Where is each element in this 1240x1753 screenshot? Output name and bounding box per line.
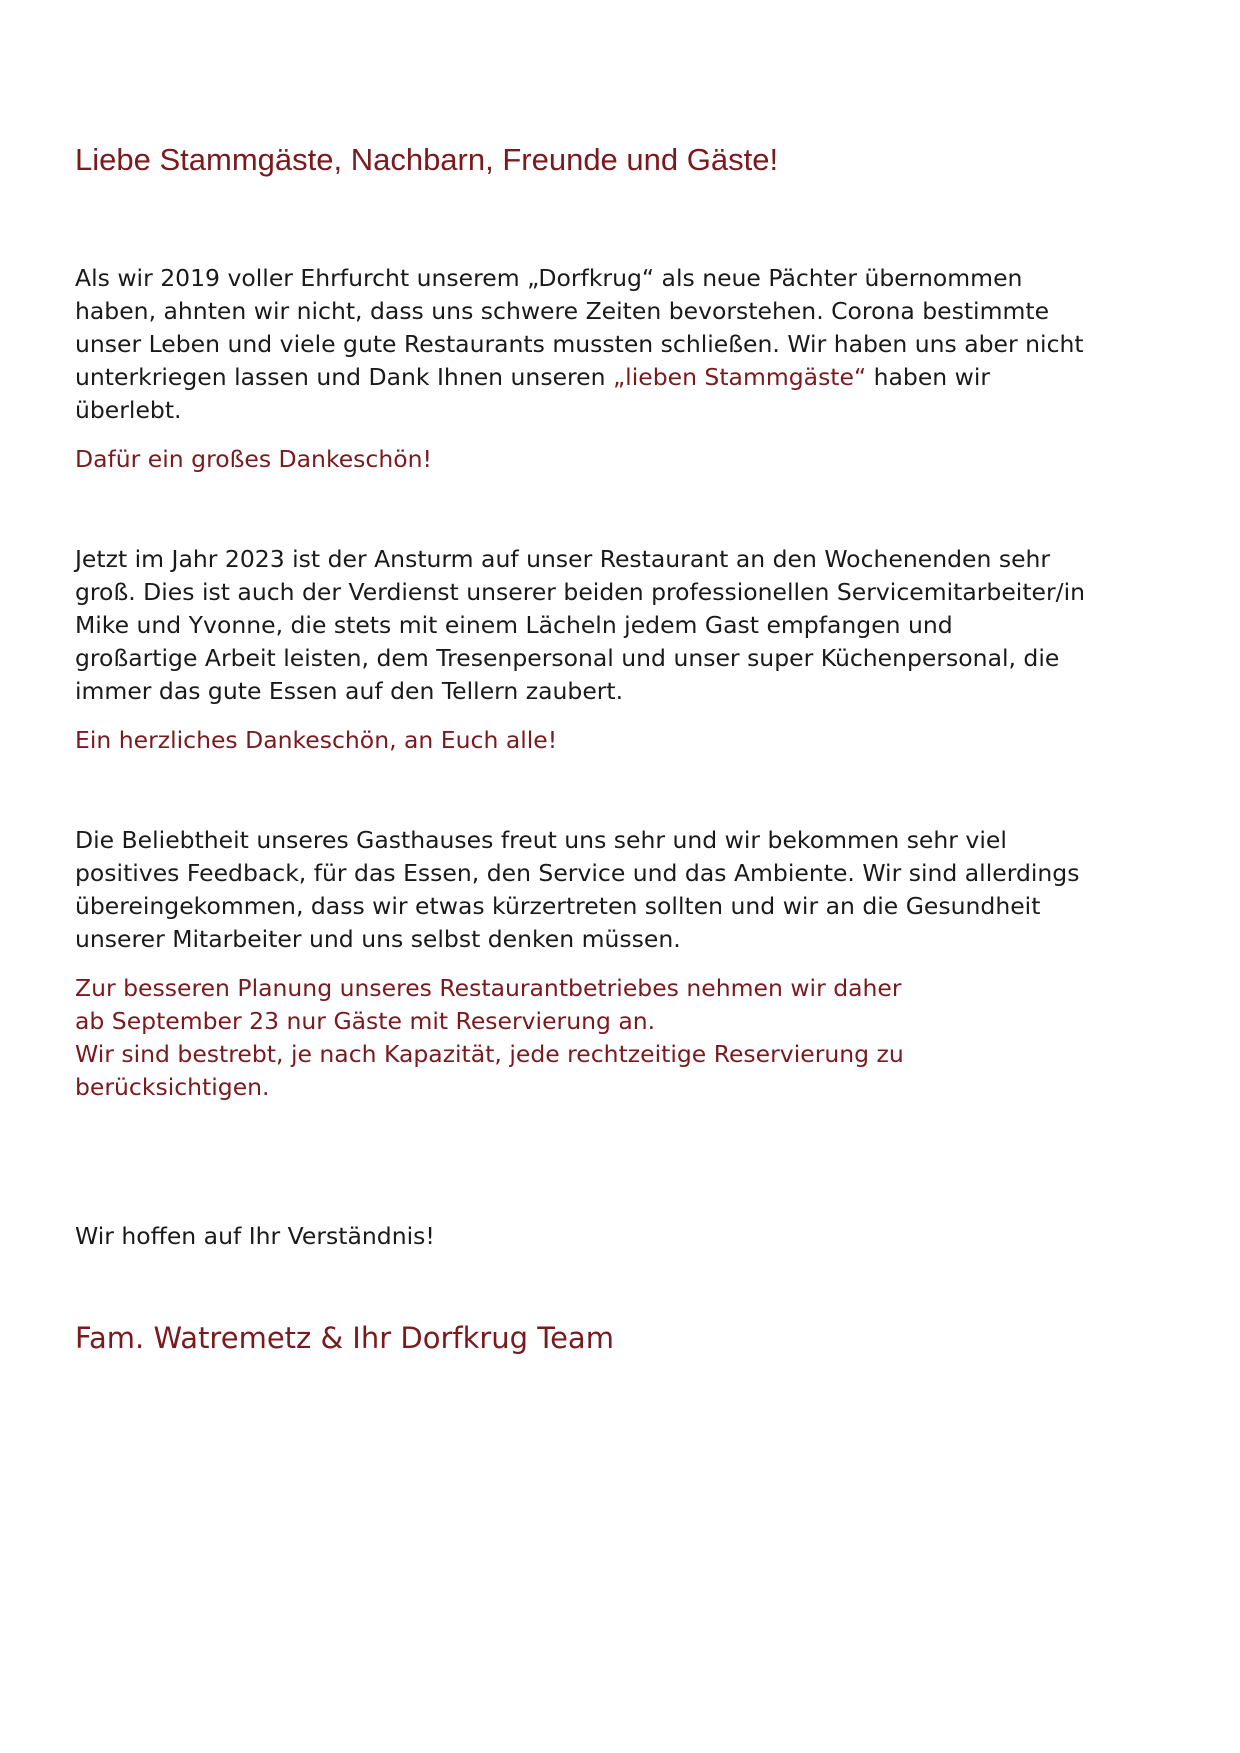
paragraph-line: positives Feedback, für das Essen, den Service und das Ambiente. Wir sind allerdings xyxy=(75,859,1080,887)
notice-line: Zur besseren Planung unseres Restaurantbetriebes nehmen wir daher xyxy=(75,974,902,1002)
paragraph-line: übereingekommen, dass wir etwas kürzertreten sollten und wir an die Gesundheit xyxy=(75,892,1041,920)
highlight-stammgaeste: „lieben Stammgäste“ xyxy=(613,363,867,391)
thanks-message-2 xyxy=(75,724,1185,757)
paragraph-line: unserer Mitarbeiter und uns selbst denken müssen. xyxy=(75,925,681,953)
thanks-text: Ein herzliches Dankeschön, an Euch alle! xyxy=(75,726,558,754)
paragraph-line: immer das gute Essen auf den Tellern zaubert. xyxy=(75,677,624,705)
paragraph-line: Als wir 2019 voller Ehrfurcht unserem „Dorfkrug“ als neue Pächter übernommen xyxy=(75,264,1023,292)
paragraph-line xyxy=(75,361,1185,394)
paragraph-intro xyxy=(75,262,1185,427)
paragraph-line: Mike und Yvonne, die stets mit einem Lächeln jedem Gast empfangen und xyxy=(75,611,953,639)
paragraph-text: haben wir xyxy=(866,363,991,391)
paragraph-line: überlebt. xyxy=(75,396,182,424)
signature: Fam. Watremetz & Ihr Dorfkrug Team xyxy=(75,1321,614,1355)
closing-line xyxy=(75,1220,1185,1253)
notice-line: berücksichtigen. xyxy=(75,1073,270,1101)
paragraph-line: großartige Arbeit leisten, dem Tresenpersonal und unser super Küchenpersonal, die xyxy=(75,644,1060,672)
paragraph-line: unser Leben und viele gute Restaurants mussten schließen. Wir haben uns aber nicht xyxy=(75,330,1084,358)
thanks-text: Dafür ein großes Dankeschön! xyxy=(75,445,432,473)
paragraph-staff xyxy=(75,543,1185,708)
closing-text: Wir hoffen auf Ihr Verständnis! xyxy=(75,1222,435,1250)
notice-line: ab September 23 nur Gäste mit Reservierung an. xyxy=(75,1007,656,1035)
reservation-notice xyxy=(75,972,1185,1104)
paragraph-line: haben, ahnten wir nicht, dass uns schwere Zeiten bevorstehen. Corona bestimmte xyxy=(75,297,1050,325)
letter-heading: Liebe Stammgäste, Nachbarn, Freunde und Gäste! xyxy=(75,142,779,177)
thanks-message-1 xyxy=(75,443,1185,476)
paragraph-line: groß. Dies ist auch der Verdienst unserer beiden professionellen Servicemitarbeiter/in xyxy=(75,578,1085,606)
paragraph-popularity xyxy=(75,824,1185,956)
notice-line: Wir sind bestrebt, je nach Kapazität, jede rechtzeitige Reservierung zu xyxy=(75,1040,904,1068)
paragraph-text: unterkriegen lassen und Dank Ihnen unseren xyxy=(75,363,613,391)
paragraph-line: Jetzt im Jahr 2023 ist der Ansturm auf unser Restaurant an den Wochenenden sehr xyxy=(75,545,1051,573)
paragraph-line: Die Beliebtheit unseres Gasthauses freut uns sehr und wir bekommen sehr viel xyxy=(75,826,1007,854)
